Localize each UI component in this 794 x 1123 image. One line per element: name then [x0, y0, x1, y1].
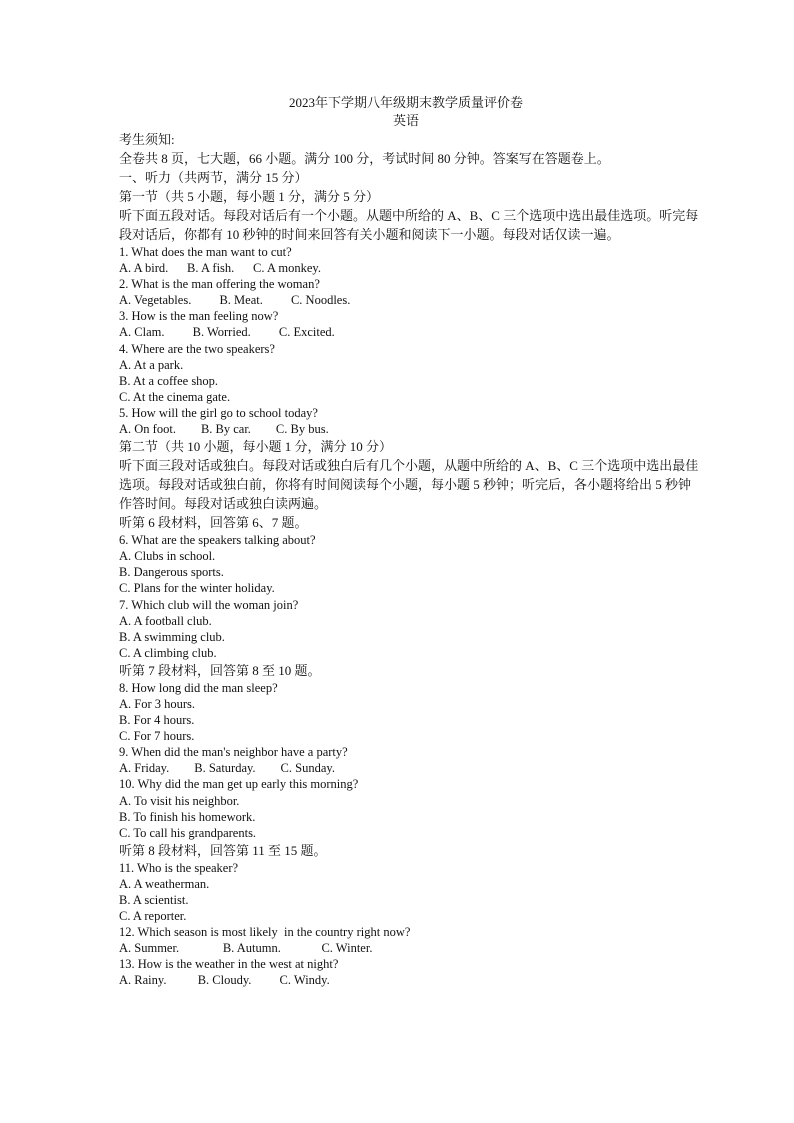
notice-body: 全卷共 8 页，七大题，66 小题。满分 100 分，考试时间 80 分钟。答案写在答题卷上。	[119, 151, 610, 166]
subject-title: 英语	[392, 113, 419, 128]
question-text: 8. How long did the man sleep?	[119, 680, 278, 695]
question-text: 2. What is the man offering the woman?	[119, 277, 320, 292]
part1-heading: 一、听力（共两节，满分 15 分）	[119, 170, 308, 185]
question-6	[119, 532, 699, 596]
group7-intro: 听第 7 段材料，回答第 8 至 10 题。	[119, 662, 321, 678]
question-text: 3. How is the man feeling now?	[119, 309, 279, 324]
question-options: A. On foot. B. By car. C. By bus.	[119, 422, 329, 437]
question-options: A. A bird. B. A fish. C. A monkey.	[119, 261, 321, 276]
question-7	[119, 597, 699, 661]
option-c: C. Plans for the winter holiday.	[119, 581, 275, 596]
question-options: A. Friday. B. Saturday. C. Sunday.	[119, 761, 335, 776]
option-b: B. At a coffee shop.	[119, 373, 219, 388]
notice-heading: 考生须知:	[119, 132, 175, 147]
question-13	[119, 956, 699, 988]
question-options: A. Vegetables. B. Meat. C. Noodles.	[119, 293, 351, 308]
option-c: C. At the cinema gate.	[119, 389, 231, 404]
group8-intro: 听第 8 段材料，回答第 11 至 15 题。	[119, 842, 327, 858]
option-b: B. A scientist.	[119, 893, 189, 907]
question-text: 1. What does the man want to cut?	[119, 245, 292, 259]
section2-heading: 第二节（共 10 小题，每小题 1 分，满分 10 分）	[119, 439, 393, 455]
option-a: A. To visit his neighbor.	[119, 793, 240, 808]
option-b: B. A swimming club.	[119, 629, 225, 644]
question-12	[119, 924, 699, 956]
question-5	[119, 405, 699, 437]
option-b: B. For 4 hours.	[119, 713, 195, 728]
question-text: 9. When did the man's neighbor have a party?	[119, 745, 348, 760]
exam-title: 2023年下学期八年级期末教学质量评价卷	[288, 95, 523, 110]
question-text: 5. How will the girl go to school today?	[119, 405, 318, 420]
option-c: C. For 7 hours.	[119, 729, 195, 744]
question-text: 4. Where are the two speakers?	[119, 341, 275, 356]
question-options: A. Clam. B. Worried. C. Excited.	[119, 325, 335, 340]
section1-heading: 第一节（共 5 小题，每小题 1 分，满分 5 分）	[119, 189, 380, 204]
question-options: A. Summer. B. Autumn. C. Winter.	[119, 941, 373, 956]
question-text: 13. How is the weather in the west at night?	[119, 957, 339, 972]
question-10	[119, 776, 699, 840]
question-options: A. Rainy. B. Cloudy. C. Windy.	[119, 973, 330, 988]
option-a: A. A football club.	[119, 613, 212, 628]
question-8	[119, 680, 699, 744]
option-a: A. For 3 hours.	[119, 696, 196, 711]
question-1	[119, 244, 699, 276]
option-c: C. A reporter.	[119, 909, 187, 924]
option-a: A. At a park.	[119, 357, 184, 372]
option-a: A. A weatherman.	[119, 876, 210, 891]
option-c: C. A climbing club.	[119, 645, 217, 660]
question-text: 11. Who is the speaker?	[119, 860, 239, 875]
group6-intro: 听第 6 段材料，回答第 6、7 题。	[119, 515, 308, 531]
option-c: C. To call his grandparents.	[119, 825, 257, 840]
question-text: 12. Which season is most likely in the country right now?	[119, 925, 411, 940]
question-4	[119, 341, 699, 405]
question-11	[119, 860, 699, 924]
question-text: 6. What are the speakers talking about?	[119, 533, 316, 548]
section2-instructions: 听下面三段对话或独白。每段对话或独白后有几个小题，从题中所给的 A、B、C 三个选项中选出最佳选项。每段对话或独白前，你将有时间阅读每个小题，每小题 5 秒钟；听完后，各小题将给出 5 秒钟作答时间。每段对话或独白读两遍。	[119, 458, 699, 512]
question-text: 7. Which club will the woman join?	[119, 597, 299, 612]
question-text: 10. Why did the man get up early this morning?	[119, 777, 359, 792]
exam-page	[119, 94, 699, 989]
option-b: B. Dangerous sports.	[119, 565, 224, 580]
section1-instructions: 听下面五段对话。每段对话后有一个小题。从题中所给的 A、B、C 三个选项中选出最佳选项。听完每段对话后，你都有 10 秒钟的时间来回答有关小题和阅读下一小题。每段对话仅读一遍。	[119, 208, 699, 242]
question-3	[119, 308, 699, 340]
option-b: B. To finish his homework.	[119, 809, 256, 824]
question-2	[119, 276, 699, 308]
question-9	[119, 744, 699, 776]
option-a: A. Clubs in school.	[119, 549, 216, 564]
